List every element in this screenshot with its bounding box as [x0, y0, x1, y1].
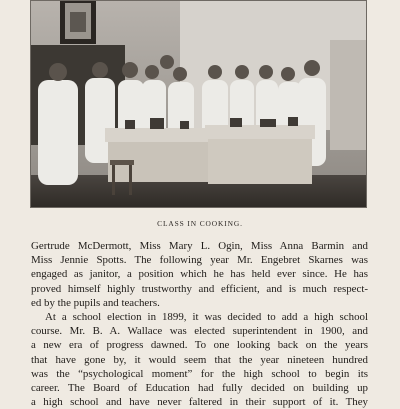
body-line: engaged as janitor, a position which he has held ever since. He has — [31, 268, 368, 281]
body-line: Miss Jennie Spotts. The following year Mr. Engebret Skarnes was — [31, 254, 368, 267]
body-line: career. The Board of Education had fully decided on building up — [31, 381, 368, 394]
body-line: Gertrude McDermott, Miss Mary L. Ogin, Miss Anna Barmin and — [31, 240, 368, 252]
body-line: proved himself highly trustworthy and efficient, and is much respect- — [31, 282, 368, 295]
body-line: was the “psychological moment” for the high school to begin its — [31, 367, 368, 380]
body-line: ed by the pupils and teachers. — [31, 296, 160, 309]
figure-caption: CLASS IN COOKING. — [157, 219, 243, 228]
body-line: At a school election in 1899, it was decided to add a high school — [45, 310, 368, 323]
photograph-image — [30, 0, 367, 208]
body-line: that have gone by, it would seem that the year nineteen hundred — [31, 353, 368, 366]
cooking-class-photograph — [30, 0, 367, 208]
body-line: a new era of progress dawned. To one looking back on the years — [31, 339, 368, 352]
body-line: course. Mr. B. A. Wallace was elected superintendent in 1900, and — [31, 325, 368, 338]
body-line: a high school and have never faltered in their support of it. They — [31, 396, 368, 409]
body-text — [31, 239, 368, 409]
